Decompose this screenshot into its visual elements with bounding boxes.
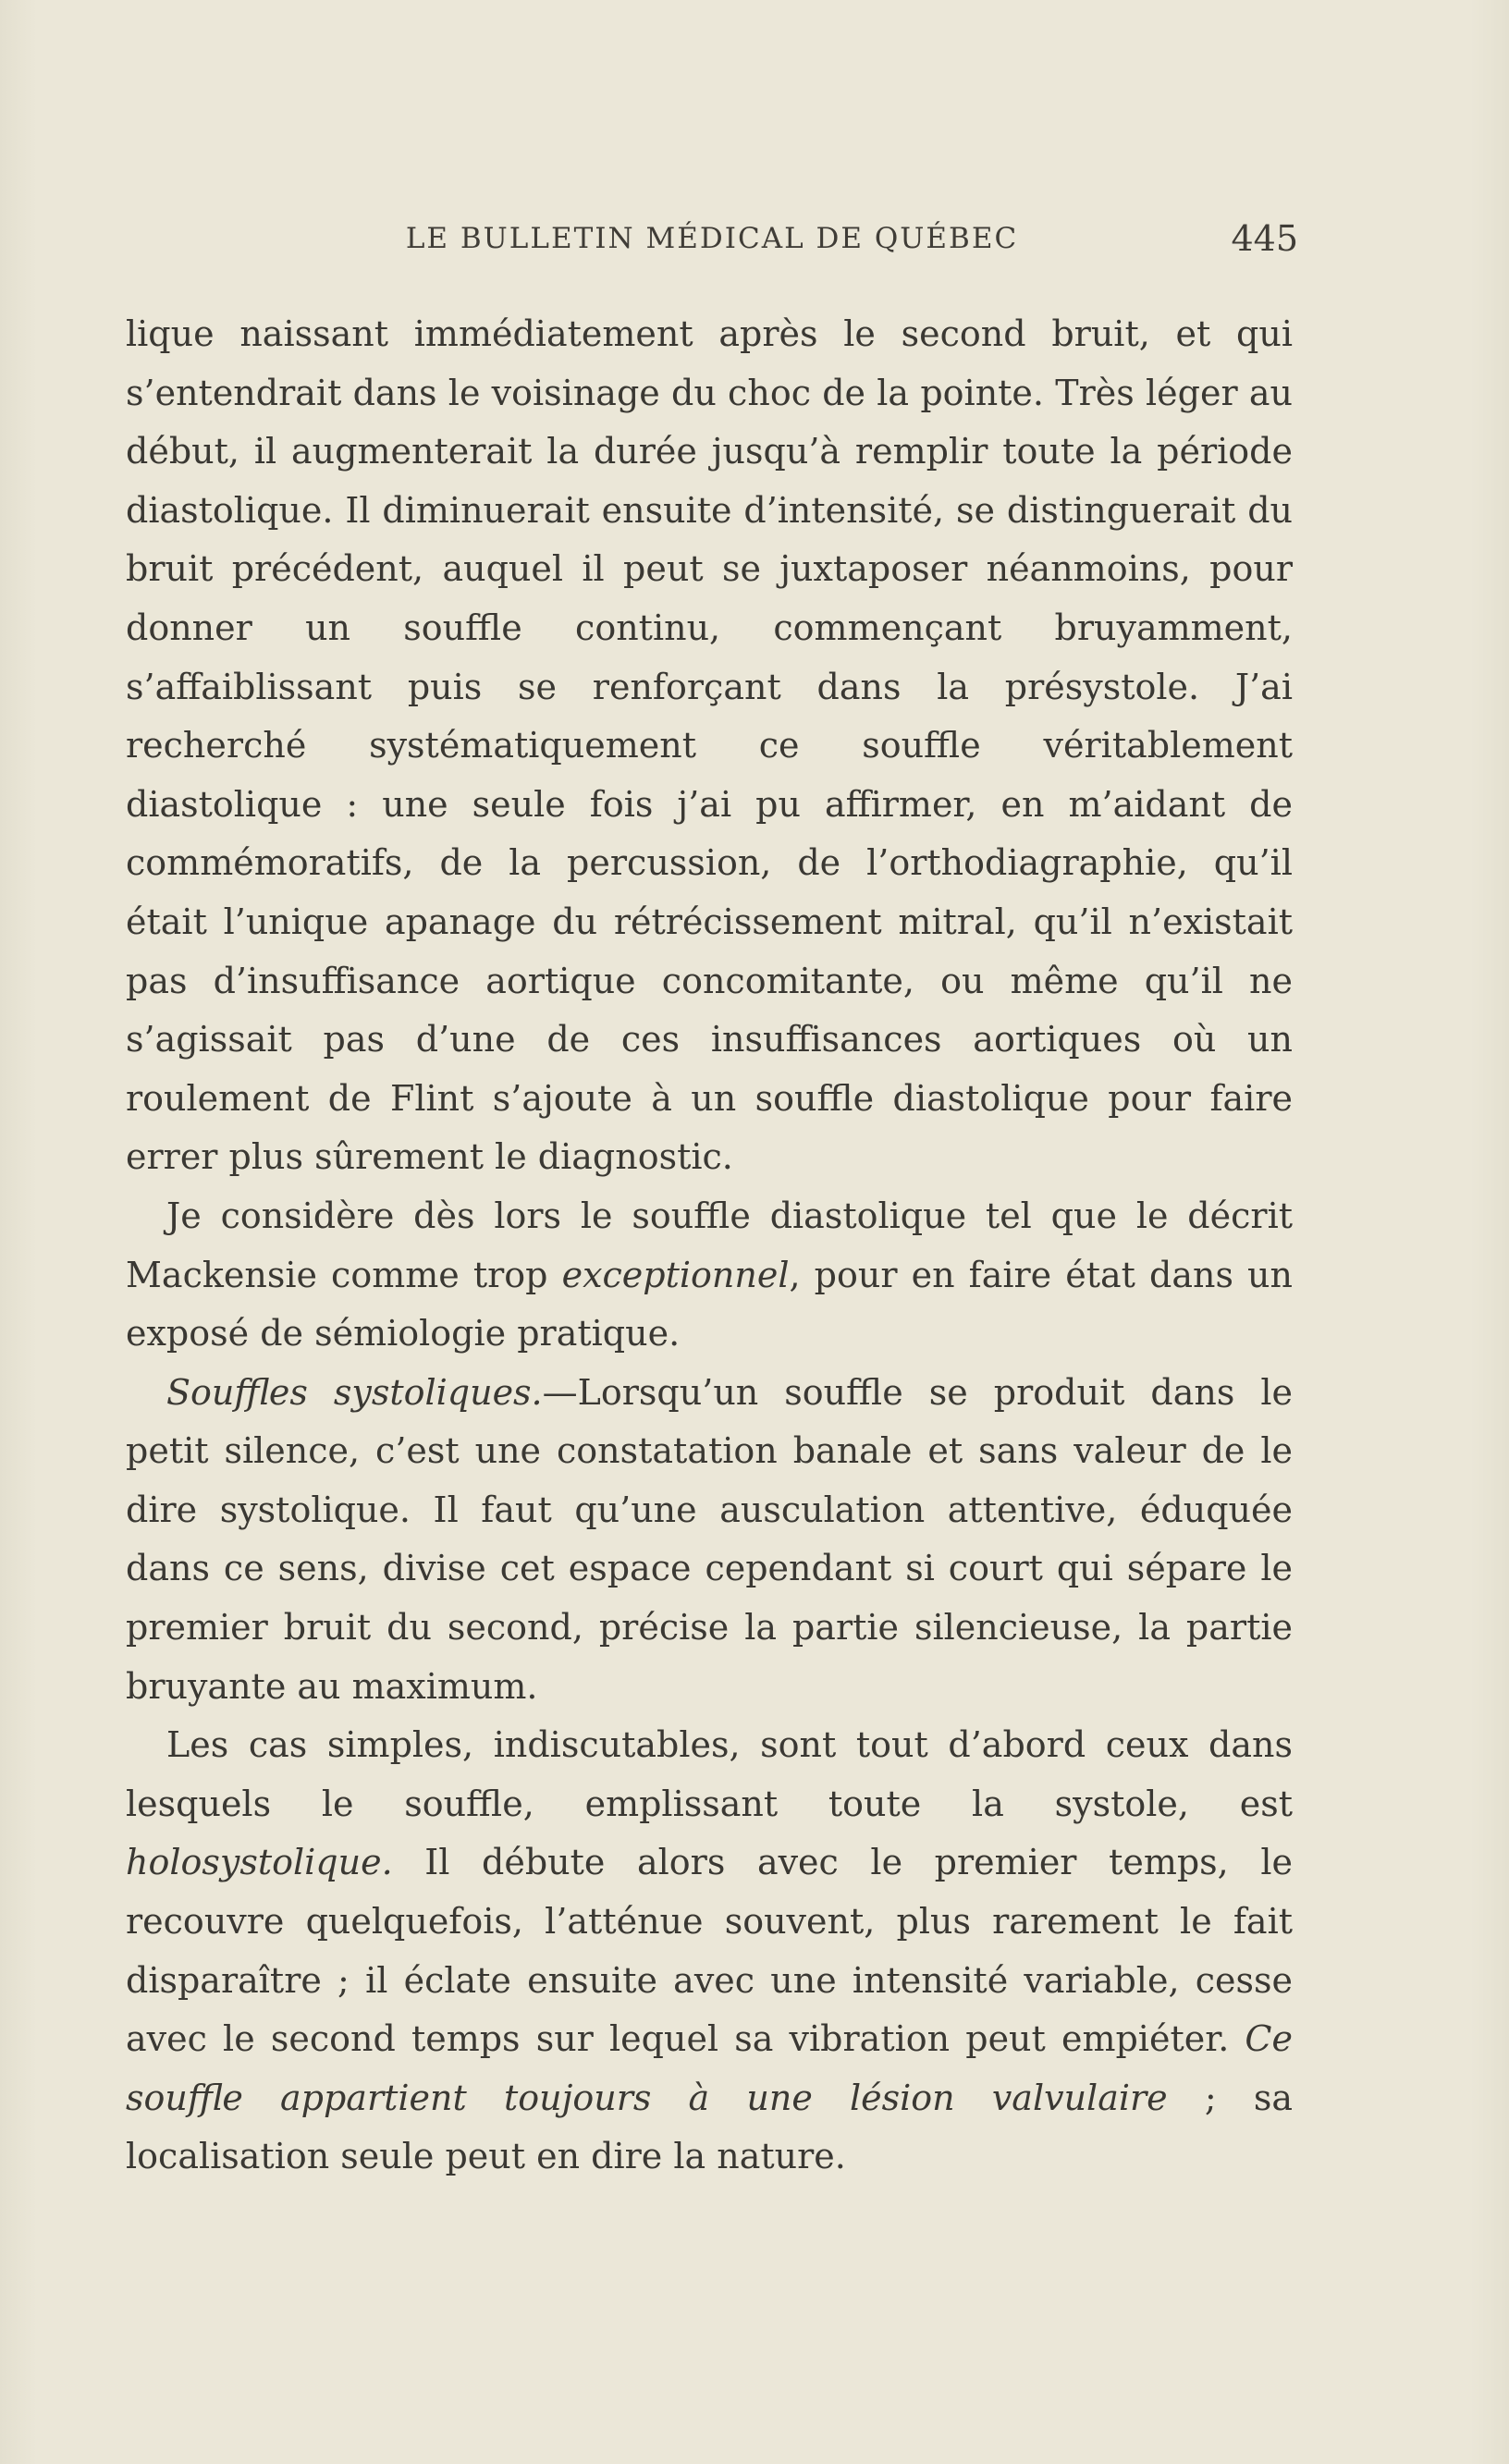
paragraph-text: Je considère dès lors le souffle diastolique tel que le décrit Mackensie comme trop bbox=[126, 1195, 1293, 1295]
italic-emphasis: Ce souffle appartient toujours à une lésion valvulaire bbox=[126, 2018, 1293, 2118]
paragraph-text: , pour en faire état dans un exposé de sémiologie pratique. bbox=[126, 1254, 1293, 1355]
section-heading: Souffles systoliques. bbox=[166, 1371, 543, 1413]
page-number: 445 bbox=[1231, 218, 1298, 259]
body-text bbox=[126, 305, 1293, 2187]
paragraph-souffles-systoliques bbox=[126, 1364, 1293, 1717]
paragraph-text: ; sa localisation seule peut en dire la nature. bbox=[126, 2077, 1293, 2177]
paragraph-mackensie bbox=[126, 1187, 1293, 1364]
page-header bbox=[126, 211, 1298, 266]
paragraph-continuation: lique naissant immédiatement après le second bruit, et qui s’entendrait dans le voisinage du choc de la pointe. Très léger au début, il augmenterait la durée jusqu’à remplir toute la période diastolique. Il diminuerait ensuite d’intensité, se distinguerait du bruit précédent, auquel il peut se juxtaposer néanmoins, pour donner un souffle continu, commençant bruyamment, s’affaiblissant puis se renforçant dans la présystole. J’ai recherché systématiquement ce souffle véritablement diastolique : une seule fois j’ai pu affirmer, en m’aidant de commémoratifs, de la percussion, de l’orthodiagraphie, qu’il était l’unique apanage du rétrécissement mitral, qu’il n’existait pas d’insuffisance aortique concomitante, ou même qu’il ne s’agissait pas d’une de ces insuffisances aortiques où un roulement de Flint s’ajoute à un souffle diastolique pour faire errer plus sûrement le diagnostic. bbox=[126, 313, 1293, 1178]
paragraph-cas-simples bbox=[126, 1716, 1293, 2187]
paragraph-text: —Lorsqu’un souffle se produit dans le petit silence, c’est une constatation banale et sans valeur de le dire systolique. Il faut qu’une ausculation attentive, éduquée dans ce sens, divise cet espace cependant si court qui sépare le premier bruit du second, précise la partie silencieuse, la partie bruyante au maximum. bbox=[126, 1371, 1293, 1707]
italic-term: holosystolique. bbox=[126, 1842, 393, 1883]
italic-term: exceptionnel bbox=[561, 1254, 790, 1295]
running-title: LE BULLETIN MÉDICAL DE QUÉBEC bbox=[405, 222, 1019, 255]
paragraph-text: Les cas simples, indiscutables, sont tout d’abord ceux dans lesquels le souffle, emplissant toute la systole, est bbox=[126, 1724, 1293, 1824]
paragraph-text: Il débute alors avec le premier temps, le recouvre quelquefois, l’atténue souvent, plus rarement le fait disparaître ; il éclate ensuite avec une intensité variable, cesse avec le second temps sur lequel sa vibration peut empiéter. bbox=[126, 1842, 1293, 2060]
